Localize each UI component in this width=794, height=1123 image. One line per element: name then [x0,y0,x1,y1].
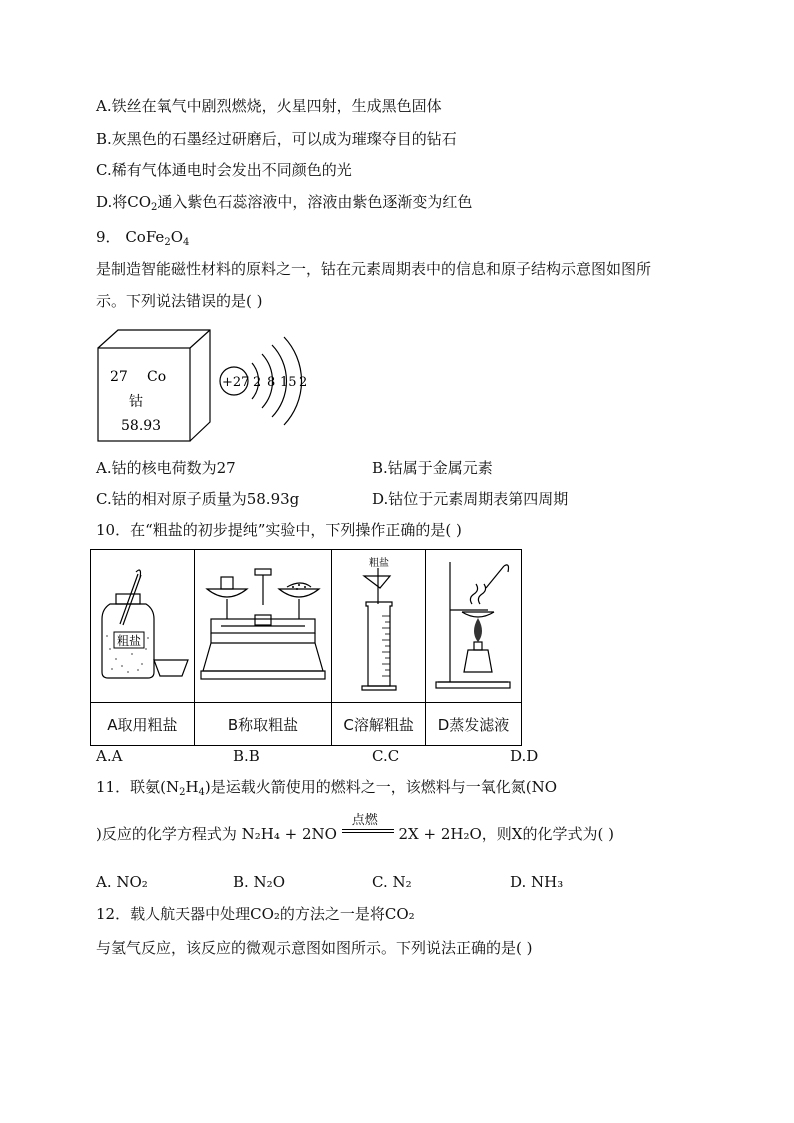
q11-option-b: B. N₂O [233,873,285,891]
funnel-label: 粗盐 [368,558,389,569]
reagent-jar-figure [92,554,192,694]
q11-stem-pre: 11．联氨( [96,778,166,796]
q12-co2-b: CO₂ [384,905,415,923]
q11-eq-bar1 [342,829,394,830]
q10-answer-b: B.B [233,747,260,765]
caption-a-text: A取用粗盐 [107,715,178,734]
cell-mass: 58.93 [121,418,162,434]
q9-option-d: D.钴位于元素周期表第四周期 [372,490,569,508]
balance-figure [197,559,329,689]
q9-option-a: A.钴的核电荷数为27 [96,459,236,477]
figure-c-cell [332,550,426,703]
q9-formula-co: CoFe [125,228,165,246]
cell-symbol: Co [147,369,167,385]
shell-2: 8 [267,375,276,390]
cylinder-figure [334,554,424,694]
q11-n: N [165,778,180,796]
q11-eq-condition: 点燃 [351,813,378,828]
q9-option-c: C.钴的相对原子质量为58.93g [96,490,300,508]
q8-option-a: A.铁丝在氧气中剧烈燃烧，火星四射，生成黑色固体 [96,97,442,115]
caption-c-text: C溶解粗盐 [343,715,414,734]
q8-d-co: CO [127,193,152,211]
shell-1: 2 [253,375,262,390]
q11-eq-right: 2X + 2H₂O [398,825,482,843]
q10-answer-a: A.A [96,747,123,765]
evaporation-figure [428,554,520,694]
q9-stem-line1: 是制造智能磁性材料的原料之一，钴在元素周期表中的信息和原子结构示意图如图所 [96,260,652,278]
q11-option-a: A. NO₂ [96,873,148,891]
q11-eq-post: ，则X的化学式为( ) [481,825,614,843]
q12-stem-pre: 12．载人航天器中处理 [96,905,251,923]
q11-eq-bar2 [342,832,394,833]
caption-a [91,703,195,746]
q10-answer-d: D.D [510,747,539,765]
q11-stem-mid: )是运载火箭使用的燃料之一，该燃料与一氧化氮( [204,778,532,796]
q11-stem-no: NO [531,778,558,796]
caption-b-text: B称取粗盐 [227,715,299,734]
q8-option-b: B.灰黑色的石墨经过研磨后，可以成为璀璨夺目的钻石 [96,130,457,148]
q8-option-c: C.稀有气体通电时会发出不同颜色的光 [96,161,352,179]
q9-formula-o: O [170,228,183,246]
q11-eq-pre: )反应的化学方程式为 [96,825,237,843]
q9-stem-line2: 示。下列说法错误的是( ) [96,292,263,310]
q11-eq-arrow [342,813,394,841]
caption-b [194,703,331,746]
q8-d-pre: D.将 [96,193,128,211]
q10-answer-c: C.C [372,747,400,765]
cell-atomic-number: 27 [110,369,128,385]
q8-d-co-sub: 2 [151,202,158,213]
q11-sub1: 2 [179,787,186,798]
q11-h: H [185,778,199,796]
q9-formula-sub2: 4 [183,237,190,248]
figure-d-cell [426,550,522,703]
q10-figure-table [90,549,522,746]
caption-d [426,703,522,746]
figure-b-cell [194,550,331,703]
q10-stem: 10．在“粗盐的初步提纯”实验中，下列操作正确的是( ) [96,521,462,539]
q8-option-d [96,192,472,218]
shell-4: 2 [299,375,308,390]
q8-d-post: 通入紫色石蕊溶液中，溶液由紫色逐渐变为红色 [157,193,473,211]
q9-formula [96,227,189,253]
q11-equation-line [96,813,614,844]
q9-figure [94,326,324,446]
q11-stem [96,777,557,803]
figure-a-cell [91,550,195,703]
shell-3: 15 [280,375,297,390]
q9-option-b: B.钴属于金属元素 [372,459,493,477]
q11-option-c: C. N₂ [372,873,412,891]
cell-name: 钴 [129,394,143,410]
q9-number: 9． [96,228,121,246]
q11-option-d: D. NH₃ [510,873,564,891]
q11-sub2: 4 [198,787,205,798]
caption-c [332,703,426,746]
q11-eq-left: N₂H₄ + 2NO [241,825,337,843]
nucleus-charge: +27 [222,375,250,390]
q12-stem-line1 [96,904,415,924]
q12-stem-line2: 与氢气反应，该反应的微观示意图如图所示。下列说法正确的是( ) [96,939,533,957]
caption-d-text: D蒸发滤液 [437,715,510,734]
q12-stem-mid: 的方法之一是将 [279,905,385,923]
jar-label: 粗盐 [117,634,142,648]
q12-co2-a: CO₂ [250,905,280,923]
q9-formula-sub1: 2 [164,237,171,248]
